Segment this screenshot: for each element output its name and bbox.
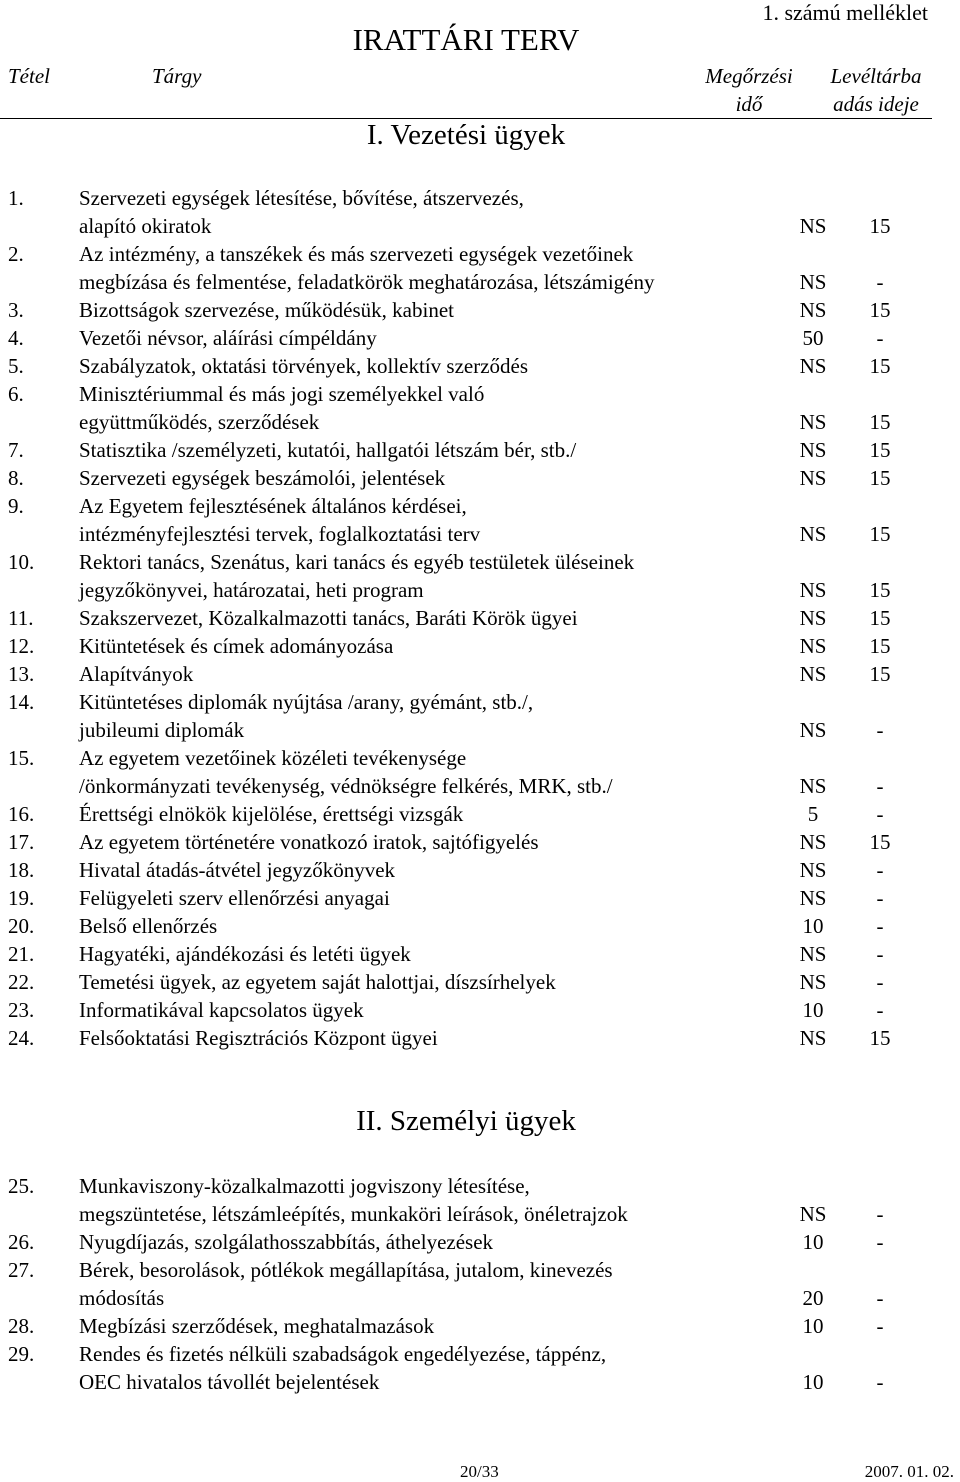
table-row [0, 856, 960, 884]
item-subject-continuation: OEC hivatalos távollét bejelentések [79, 1370, 380, 1394]
retention-period: NS [799, 466, 827, 490]
footer-date: 2007. 01. 02. [864, 1462, 954, 1481]
table-row [0, 744, 960, 772]
table-row [0, 940, 960, 968]
archive-transfer-time: - [876, 802, 884, 826]
item-number: 26. [8, 1230, 35, 1254]
section-title-szemelyi-ugyek: II. Személyi ügyek [356, 1105, 576, 1137]
item-subject-continuation: intézményfejlesztési tervek, foglalkoztatási terv [79, 522, 481, 546]
archive-transfer-time: - [876, 1314, 884, 1338]
item-subject: Statisztika /személyzeti, kutatói, hallgatói létszám bér, stb./ [79, 438, 577, 462]
table-row [0, 996, 960, 1024]
item-number: 17. [8, 830, 35, 854]
item-number: 19. [8, 886, 35, 910]
item-number: 10. [8, 550, 35, 574]
retention-period: NS [799, 774, 827, 798]
archive-transfer-time: 15 [869, 466, 891, 490]
archive-transfer-time: 15 [869, 214, 891, 238]
item-subject: Belső ellenőrzés [79, 914, 218, 938]
item-subject: Szervezeti egységek beszámolói, jelentések [79, 466, 446, 490]
item-number: 11. [8, 606, 34, 630]
item-subject-continuation: /önkormányzati tevékenység, védnökségre felkérés, MRK, stb./ [79, 774, 613, 798]
column-header-megorzesi-ido-line2: idő [735, 92, 763, 116]
table-row [0, 1228, 960, 1256]
table-row [0, 828, 960, 856]
item-number: 16. [8, 802, 35, 826]
item-number: 18. [8, 858, 35, 882]
archive-transfer-time: - [876, 270, 884, 294]
item-subject: Hivatal átadás-átvétel jegyzőkönyvek [79, 858, 396, 882]
item-subject: Kitüntetéses diplomák nyújtása /arany, gyémánt, stb./, [79, 690, 534, 714]
retention-period: NS [799, 354, 827, 378]
item-number: 29. [8, 1342, 35, 1366]
item-number: 2. [8, 242, 24, 266]
item-subject: Szervezeti egységek létesítése, bővítése, átszervezés, [79, 186, 524, 210]
table-row [0, 632, 960, 660]
archive-transfer-time: - [876, 998, 884, 1022]
item-subject: Bizottságok szervezése, működésük, kabinet [79, 298, 454, 322]
table-row [0, 184, 960, 212]
retention-period: 10 [802, 1370, 824, 1394]
item-subject: Vezetői névsor, aláírási címpéldány [79, 326, 377, 350]
table-row [0, 1340, 960, 1368]
item-subject-continuation: jubileumi diplomák [79, 718, 245, 742]
archive-transfer-time: - [876, 970, 884, 994]
archive-transfer-time: 15 [869, 606, 891, 630]
archive-transfer-time: 15 [869, 298, 891, 322]
table-row [0, 800, 960, 828]
table-row [0, 352, 960, 380]
annex-label: 1. számú melléklet [762, 0, 928, 25]
item-subject: Szakszervezet, Közalkalmazotti tanács, Baráti Körök ügyei [79, 606, 578, 630]
item-subject: Megbízási szerződések, meghatalmazások [79, 1314, 435, 1338]
item-subject: Érettségi elnökök kijelölése, érettségi vizsgák [79, 802, 464, 826]
item-number: 5. [8, 354, 24, 378]
item-subject: Informatikával kapcsolatos ügyek [79, 998, 364, 1022]
retention-period: 50 [802, 326, 824, 350]
archive-transfer-time: 15 [869, 634, 891, 658]
table-row [0, 548, 960, 576]
retention-period: NS [799, 942, 827, 966]
item-number: 9. [8, 494, 24, 518]
table-row [0, 1172, 960, 1200]
item-subject-continuation: alapító okiratok [79, 214, 212, 238]
item-subject-continuation: megbízása és felmentése, feladatkörök meghatározása, létszámigény [79, 270, 655, 294]
table-row-continuation [0, 576, 960, 604]
table-row [0, 660, 960, 688]
archive-transfer-time: - [876, 1230, 884, 1254]
retention-period: NS [799, 718, 827, 742]
item-number: 14. [8, 690, 35, 714]
archive-transfer-time: - [876, 1202, 884, 1226]
retention-period: NS [799, 438, 827, 462]
item-number: 8. [8, 466, 24, 490]
item-subject: Az intézmény, a tanszékek és más szervezeti egységek vezetőinek [79, 242, 634, 266]
item-number: 12. [8, 634, 35, 658]
item-subject: Felügyeleti szerv ellenőrzési anyagai [79, 886, 390, 910]
table-row [0, 1312, 960, 1340]
table-row [0, 884, 960, 912]
column-header-megorzesi-ido-line1: Megőrzési [705, 64, 793, 88]
item-number: 21. [8, 942, 35, 966]
item-number: 25. [8, 1174, 35, 1198]
table-row-continuation [0, 716, 960, 744]
table-row [0, 240, 960, 268]
item-subject: Az egyetem vezetőinek közéleti tevékenysége [79, 746, 467, 770]
archive-transfer-time: 15 [869, 1026, 891, 1050]
archive-transfer-time: 15 [869, 830, 891, 854]
retention-period: NS [799, 662, 827, 686]
table-row-continuation [0, 212, 960, 240]
item-subject-continuation: együttműködés, szerződések [79, 410, 320, 434]
table-row [0, 912, 960, 940]
item-subject: Kitüntetések és címek adományozása [79, 634, 394, 658]
item-subject: Alapítványok [79, 662, 194, 686]
retention-period: NS [799, 830, 827, 854]
column-header-megorzesi-ido [690, 62, 808, 118]
retention-period: NS [799, 1202, 827, 1226]
table-row-continuation [0, 772, 960, 800]
column-header-leveltarba-adas [812, 62, 940, 118]
archive-transfer-time: 15 [869, 354, 891, 378]
table-row [0, 604, 960, 632]
item-number: 20. [8, 914, 35, 938]
retention-period: NS [799, 970, 827, 994]
retention-period: 10 [802, 1314, 824, 1338]
section-title-vezetesi-ugyek: I. Vezetési ügyek [366, 119, 566, 151]
retention-period: NS [799, 298, 827, 322]
archive-transfer-time: - [876, 1370, 884, 1394]
item-subject-continuation: jegyzőkönyvei, határozatai, heti program [79, 578, 424, 602]
retention-period: 5 [807, 802, 819, 826]
table-row-continuation [0, 268, 960, 296]
retention-period: NS [799, 214, 827, 238]
section2-rows [0, 1172, 960, 1396]
item-subject: Bérek, besorolások, pótlékok megállapítása, jutalom, kinevezés [79, 1258, 613, 1282]
table-row [0, 1024, 960, 1052]
item-number: 7. [8, 438, 24, 462]
archive-transfer-time: - [876, 326, 884, 350]
table-row [0, 968, 960, 996]
archive-transfer-time: - [876, 1286, 884, 1310]
archive-transfer-time: - [876, 774, 884, 798]
item-subject: Rektori tanács, Szenátus, kari tanács és egyéb testületek üléseinek [79, 550, 635, 574]
item-subject-continuation: megszüntetése, létszámleépítés, munkaköri leírások, önéletrajzok [79, 1202, 628, 1226]
item-subject-continuation: módosítás [79, 1286, 165, 1310]
column-header-leveltarba-adas-line2: adás ideje [833, 92, 919, 116]
item-subject: Felsőoktatási Regisztrációs Központ ügyei [79, 1026, 438, 1050]
retention-period: NS [799, 606, 827, 630]
retention-period: NS [799, 522, 827, 546]
retention-period: NS [799, 578, 827, 602]
retention-period: NS [799, 270, 827, 294]
document-title: IRATTÁRI TERV [352, 22, 580, 57]
section1-rows [0, 184, 960, 1052]
archive-transfer-time: 15 [869, 438, 891, 462]
retention-period: NS [799, 886, 827, 910]
item-number: 3. [8, 298, 24, 322]
retention-period: NS [799, 1026, 827, 1050]
item-number: 27. [8, 1258, 35, 1282]
retention-period: 10 [802, 914, 824, 938]
item-number: 28. [8, 1314, 35, 1338]
item-subject: Hagyatéki, ajándékozási és letéti ügyek [79, 942, 411, 966]
item-number: 4. [8, 326, 24, 350]
table-row [0, 1256, 960, 1284]
item-subject: Rendes és fizetés nélküli szabadságok engedélyezése, táppénz, [79, 1342, 607, 1366]
item-subject: Munkaviszony-közalkalmazotti jogviszony létesítése, [79, 1174, 530, 1198]
table-row [0, 324, 960, 352]
retention-period: NS [799, 634, 827, 658]
archive-transfer-time: - [876, 914, 884, 938]
column-header-targy: Tárgy [152, 64, 202, 88]
item-number: 24. [8, 1026, 35, 1050]
footer-page-number: 20/33 [460, 1462, 499, 1481]
archive-transfer-time: - [876, 858, 884, 882]
table-row [0, 296, 960, 324]
table-row-continuation [0, 408, 960, 436]
item-number: 13. [8, 662, 35, 686]
archive-transfer-time: - [876, 718, 884, 742]
table-row-continuation [0, 520, 960, 548]
retention-period: NS [799, 858, 827, 882]
item-number: 6. [8, 382, 24, 406]
retention-period: NS [799, 410, 827, 434]
item-subject: Szabályzatok, oktatási törvények, kollektív szerződés [79, 354, 529, 378]
column-header-tetel: Tétel [8, 64, 50, 88]
archive-transfer-time: 15 [869, 578, 891, 602]
table-row [0, 464, 960, 492]
archive-transfer-time: 15 [869, 410, 891, 434]
archive-transfer-time: 15 [869, 522, 891, 546]
item-subject: Minisztériummal és más jogi személyekkel való [79, 382, 485, 406]
table-row-continuation [0, 1200, 960, 1228]
item-number: 15. [8, 746, 35, 770]
archive-transfer-time: - [876, 942, 884, 966]
item-subject: Nyugdíjazás, szolgálathosszabbítás, áthelyezések [79, 1230, 494, 1254]
table-row [0, 688, 960, 716]
table-row-continuation [0, 1284, 960, 1312]
column-header-leveltarba-adas-line1: Levéltárba [830, 64, 922, 88]
archive-transfer-time: - [876, 886, 884, 910]
item-number: 1. [8, 186, 24, 210]
table-row [0, 436, 960, 464]
item-number: 22. [8, 970, 35, 994]
retention-period: 20 [802, 1286, 824, 1310]
item-number: 23. [8, 998, 35, 1022]
item-subject: Az Egyetem fejlesztésének általános kérdései, [79, 494, 467, 518]
table-row [0, 492, 960, 520]
retention-period: 10 [802, 998, 824, 1022]
retention-period: 10 [802, 1230, 824, 1254]
archive-transfer-time: 15 [869, 662, 891, 686]
table-row-continuation [0, 1368, 960, 1396]
table-row [0, 380, 960, 408]
item-subject: Az egyetem történetére vonatkozó iratok, sajtófigyelés [79, 830, 539, 854]
item-subject: Temetési ügyek, az egyetem saját halottjai, díszsírhelyek [79, 970, 556, 994]
